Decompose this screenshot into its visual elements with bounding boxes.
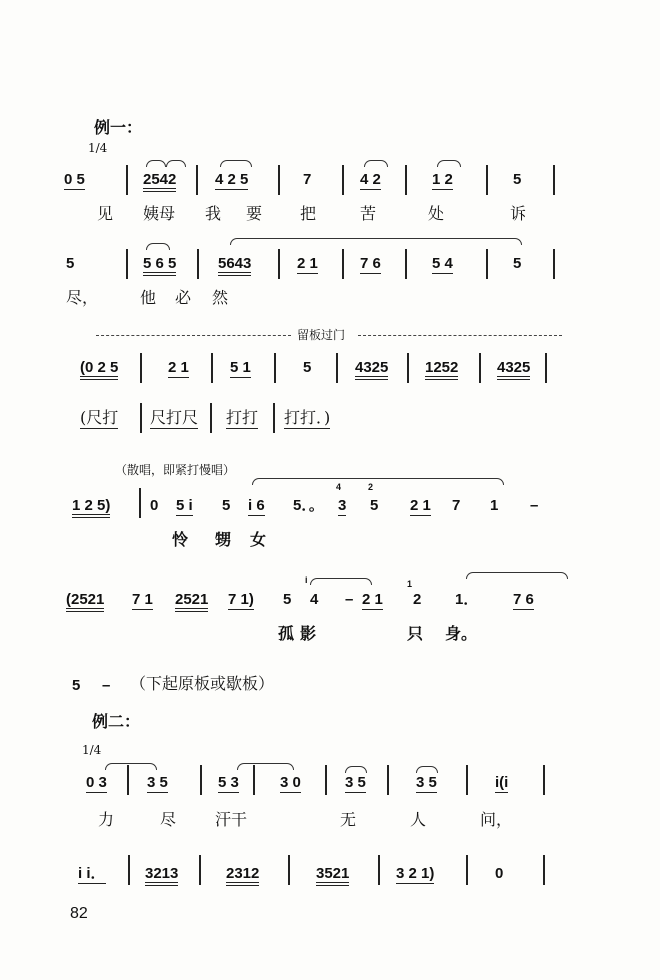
note-group: 3 5 (345, 774, 366, 791)
barline (278, 165, 280, 195)
lyric-syllable: 把 (300, 204, 317, 223)
note-group: 3 2 1) (396, 865, 435, 882)
slur-mark (466, 572, 568, 579)
note-group: 1 (490, 497, 499, 514)
barline (278, 249, 280, 279)
barline (126, 165, 128, 195)
barline (197, 249, 199, 279)
note-group: 5 (370, 497, 379, 514)
barline (405, 165, 407, 195)
note-group: 0 3 (86, 774, 107, 791)
barline (139, 488, 141, 518)
note-group: 5 i (176, 497, 193, 514)
barline (486, 165, 488, 195)
barline (128, 855, 130, 885)
slur-mark (146, 160, 166, 167)
lyric-syllable: 打打．) (284, 408, 331, 427)
note-group: 2 1 (297, 255, 318, 272)
barline (253, 765, 255, 795)
barline (140, 403, 142, 433)
lyric-syllable: 见 (97, 204, 114, 223)
barline (405, 249, 407, 279)
lyric-syllable: 怜 (172, 530, 189, 549)
note-group: 3 5 (416, 774, 437, 791)
note-group: i i． (78, 865, 106, 882)
barline (466, 765, 468, 795)
note-group: 2 (413, 591, 422, 608)
note-group: 1252 (425, 360, 458, 380)
note-group: 2 1 (410, 497, 431, 514)
lyric-syllable: 处 (428, 204, 445, 223)
note-group: 3 0 (280, 774, 301, 791)
note-group: 4 2 (360, 171, 381, 188)
note-group: – (345, 591, 354, 608)
note-group: – (102, 677, 111, 694)
lyric-syllable: 我 (205, 204, 222, 223)
note-group: 4 2 5 (215, 171, 249, 188)
note-group: 2312 (226, 866, 259, 886)
lyric-syllable: 人 (410, 810, 427, 829)
barline (553, 249, 555, 279)
barline (342, 165, 344, 195)
slur-mark (437, 160, 461, 167)
note-group: 5 (72, 677, 81, 694)
note-group: 5 (513, 255, 522, 272)
barline (486, 249, 488, 279)
note-group: 5 6 5 (143, 256, 176, 276)
note-group: 4 (310, 591, 319, 608)
note-group: i(i (495, 774, 509, 791)
note-group: 1 2 5) (72, 498, 110, 518)
barline (342, 249, 344, 279)
note-group: 5 (66, 255, 75, 272)
lyric-syllable: 诉 (510, 204, 527, 223)
grace-note: i (305, 575, 308, 585)
example-title: 例二： (92, 712, 141, 731)
lyric-syllable: 然 (212, 288, 229, 307)
note-group: – (530, 497, 539, 514)
note-group: 5 (222, 497, 231, 514)
section-annotation: （下起原板或歇板） (130, 674, 275, 693)
note-group: i 6 (248, 497, 265, 514)
slur-mark (416, 766, 438, 773)
note-group: 0 5 (64, 171, 85, 188)
grace-note: 2 (368, 482, 374, 492)
lyric-syllable: 尽， (66, 288, 99, 307)
time-signature: 1/4 (88, 141, 108, 155)
lyric-syllable: (尺打 (80, 408, 119, 427)
barline (211, 353, 213, 383)
slur-mark (310, 578, 372, 585)
barline (288, 855, 290, 885)
slur-mark (166, 160, 186, 167)
slur-mark (105, 763, 157, 770)
grace-note: 4 (336, 482, 342, 492)
grace-note: 1 (407, 579, 413, 589)
note-group: 5 (283, 591, 292, 608)
barline (140, 353, 142, 383)
barline (199, 855, 201, 885)
note-group: 0 (150, 497, 159, 514)
tempo-annotation: （散唱，即紧打慢唱） (115, 463, 236, 477)
note-group: 3 5 (147, 774, 168, 791)
note-group: (0 2 5 (80, 360, 118, 380)
lyric-syllable: 他 (140, 288, 157, 307)
lyric-syllable: 要 (246, 204, 263, 223)
barline (274, 353, 276, 383)
note-group: 0 (495, 865, 504, 882)
page-number: 82 (70, 905, 88, 922)
slur-mark (252, 478, 504, 485)
note-group: 5 (303, 359, 312, 376)
lyric-syllable: 女 (250, 530, 267, 549)
lyric-syllable: 力 (98, 810, 115, 829)
barline (543, 855, 545, 885)
interlude-bracket (358, 335, 562, 336)
note-group: 7 6 (513, 591, 534, 608)
note-group: 5．。 (293, 497, 324, 514)
slur-mark (146, 243, 170, 250)
note-group: 1． (455, 591, 479, 608)
lyric-syllable: 甥 (215, 530, 232, 549)
note-group: 5 4 (432, 255, 453, 272)
barline (378, 855, 380, 885)
barline (553, 165, 555, 195)
barline (545, 353, 547, 383)
barline (200, 765, 202, 795)
slur-mark (220, 160, 252, 167)
note-group: 2 1 (168, 359, 189, 376)
note-group: 4325 (497, 360, 530, 380)
interlude-bracket (96, 335, 291, 336)
lyric-syllable: 姨母 (143, 204, 176, 223)
note-group: 5643 (218, 256, 251, 276)
note-group: 1 2 (432, 171, 453, 188)
note-group: 7 1) (228, 591, 254, 608)
barline (126, 249, 128, 279)
note-group: 3521 (316, 866, 349, 886)
note-group: 2521 (175, 592, 208, 612)
lyric-syllable: 只 (407, 624, 424, 643)
note-group: 2 1 (362, 591, 383, 608)
lyric-syllable: 影 (300, 624, 317, 643)
barline (387, 765, 389, 795)
note-group: 7 (303, 171, 312, 188)
note-group: (2521 (66, 592, 104, 612)
barline (127, 765, 129, 795)
slur-mark (364, 160, 388, 167)
example-title: 例一： (94, 118, 143, 137)
time-signature: 1/4 (82, 743, 102, 757)
slur-mark (230, 238, 522, 245)
note-group: 2542 (143, 172, 176, 192)
lyric-syllable: 尽 (160, 810, 177, 829)
note-group: 3213 (145, 866, 178, 886)
note-group: 5 (513, 171, 522, 188)
barline (479, 353, 481, 383)
note-group: 7 (452, 497, 461, 514)
note-group: 7 1 (132, 591, 153, 608)
note-group: 3 (338, 497, 347, 514)
barline (210, 403, 212, 433)
barline (407, 353, 409, 383)
barline (325, 765, 327, 795)
note-group: 5 1 (230, 359, 251, 376)
note-group: 4325 (355, 360, 388, 380)
lyric-syllable: 苦 (360, 204, 377, 223)
slur-mark (237, 763, 294, 770)
barline (466, 855, 468, 885)
barline (196, 165, 198, 195)
lyric-syllable: 尺打尺 (150, 408, 199, 427)
note-group: 5 3 (218, 774, 239, 791)
lyric-syllable: 身。 (445, 624, 478, 643)
note-group: 7 6 (360, 255, 381, 272)
lyric-syllable: 无 (340, 810, 357, 829)
interlude-label: 留板过门 (297, 328, 346, 342)
lyric-syllable: 孤 (278, 624, 295, 643)
lyric-syllable: 问， (480, 810, 513, 829)
barline (273, 403, 275, 433)
lyric-syllable: 打打 (226, 408, 259, 427)
lyric-syllable: 必 (175, 288, 192, 307)
barline (336, 353, 338, 383)
barline (543, 765, 545, 795)
lyric-syllable: 汗干 (215, 810, 248, 829)
slur-mark (345, 766, 367, 773)
